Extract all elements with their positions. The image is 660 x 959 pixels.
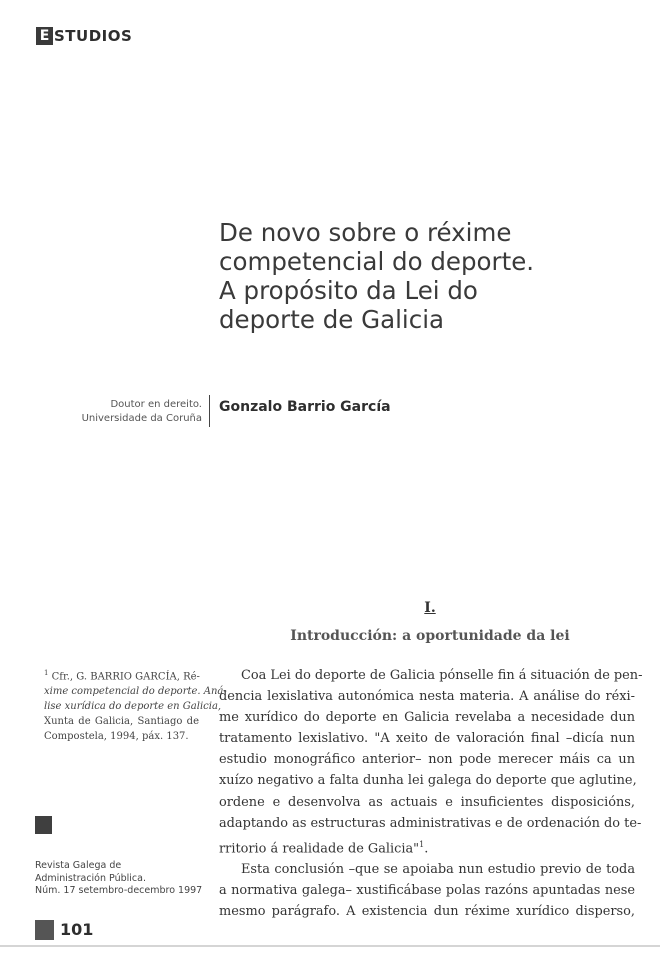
footnote-line: lise xurídica do deporte en Galicia,: [44, 701, 222, 713]
article-title: [219, 218, 639, 334]
journal-line: Administración Pública.: [35, 872, 146, 884]
body-line: a normativa galega– xustificábase polas razóns apuntadas nese: [219, 883, 635, 899]
title-line: De novo sobre o réxime: [219, 218, 512, 247]
page-number: 101: [60, 920, 94, 939]
body-text: [219, 665, 643, 922]
author-divider: [209, 395, 210, 427]
footnote-line: xime competencial do deporte. Aná-: [44, 686, 227, 698]
footnote-line-text: Cfr., G. BARRIO GARCÍA, Ré-: [51, 671, 200, 683]
footnote-line: [44, 666, 199, 684]
decorative-square: [35, 816, 52, 834]
footnote-number: 1: [44, 669, 49, 677]
journal-line: Revista Galega de: [35, 860, 122, 871]
affiliation-line: Doutor en dereito.: [110, 399, 202, 410]
section-number: I.: [424, 600, 436, 616]
footnote-line: Compostela, 1994, páx. 137.: [44, 731, 189, 743]
footnote: [44, 666, 227, 744]
body-line-text: rritorio á realidade de Galicia": [219, 841, 420, 857]
body-line: adaptando as estructuras administrativas e de ordenación do te-: [219, 815, 642, 831]
footnote-line: Xunta de Galicia, Santiago de: [44, 716, 199, 728]
body-line: mesmo parágrafo. A existencia dun réxime xurídico disperso,: [219, 904, 635, 920]
body-line: ordene e desenvolva as actuais e insuficientes disposicións,: [219, 794, 635, 810]
body-line: dencia lexislativa autonómica nesta materia. A análise do réxi-: [219, 689, 635, 705]
journal-info: [35, 860, 205, 898]
body-line: tratamento lexislativo. "A xeito de valoración final –dicía nun: [219, 731, 635, 747]
body-line: estudio monográfico anterior– non pode merecer máis ca un: [219, 752, 635, 768]
section-header: [36, 27, 132, 45]
body-line: Coa Lei do deporte de Galicia pónselle fin á situación de pen-: [241, 668, 643, 683]
bottom-rule: [0, 945, 660, 947]
title-line: A propósito da Lei do: [219, 276, 478, 305]
header-initial-box: E: [36, 27, 53, 45]
affiliation-line: Universidade da Coruña: [81, 413, 202, 424]
body-line: Esta conclusión –que se apoiaba nun estudio previo de toda: [241, 862, 635, 878]
body-line: rritorio á realidade de Galicia"$^1$.: [219, 839, 429, 857]
body-line: me xurídico do deporte en Galicia revelaba a necesidade dun: [219, 710, 635, 726]
body-line: xuízo negativo a falta dunha lei galega do deporte que aglutine,: [219, 773, 637, 789]
journal-line: Núm. 17 setembro-decembro 1997: [35, 885, 203, 896]
author-name: Gonzalo Barrio García: [219, 399, 391, 415]
title-line: competencial do deporte.: [219, 247, 535, 276]
page-number-box: [35, 920, 54, 940]
footnote-reference: 1: [419, 839, 425, 849]
title-line: deporte de Galicia: [219, 305, 445, 334]
section-title: Introducción: a oportunidade da lei: [290, 628, 570, 644]
author-affiliation: [40, 398, 202, 426]
header-label: STUDIOS: [54, 27, 133, 45]
